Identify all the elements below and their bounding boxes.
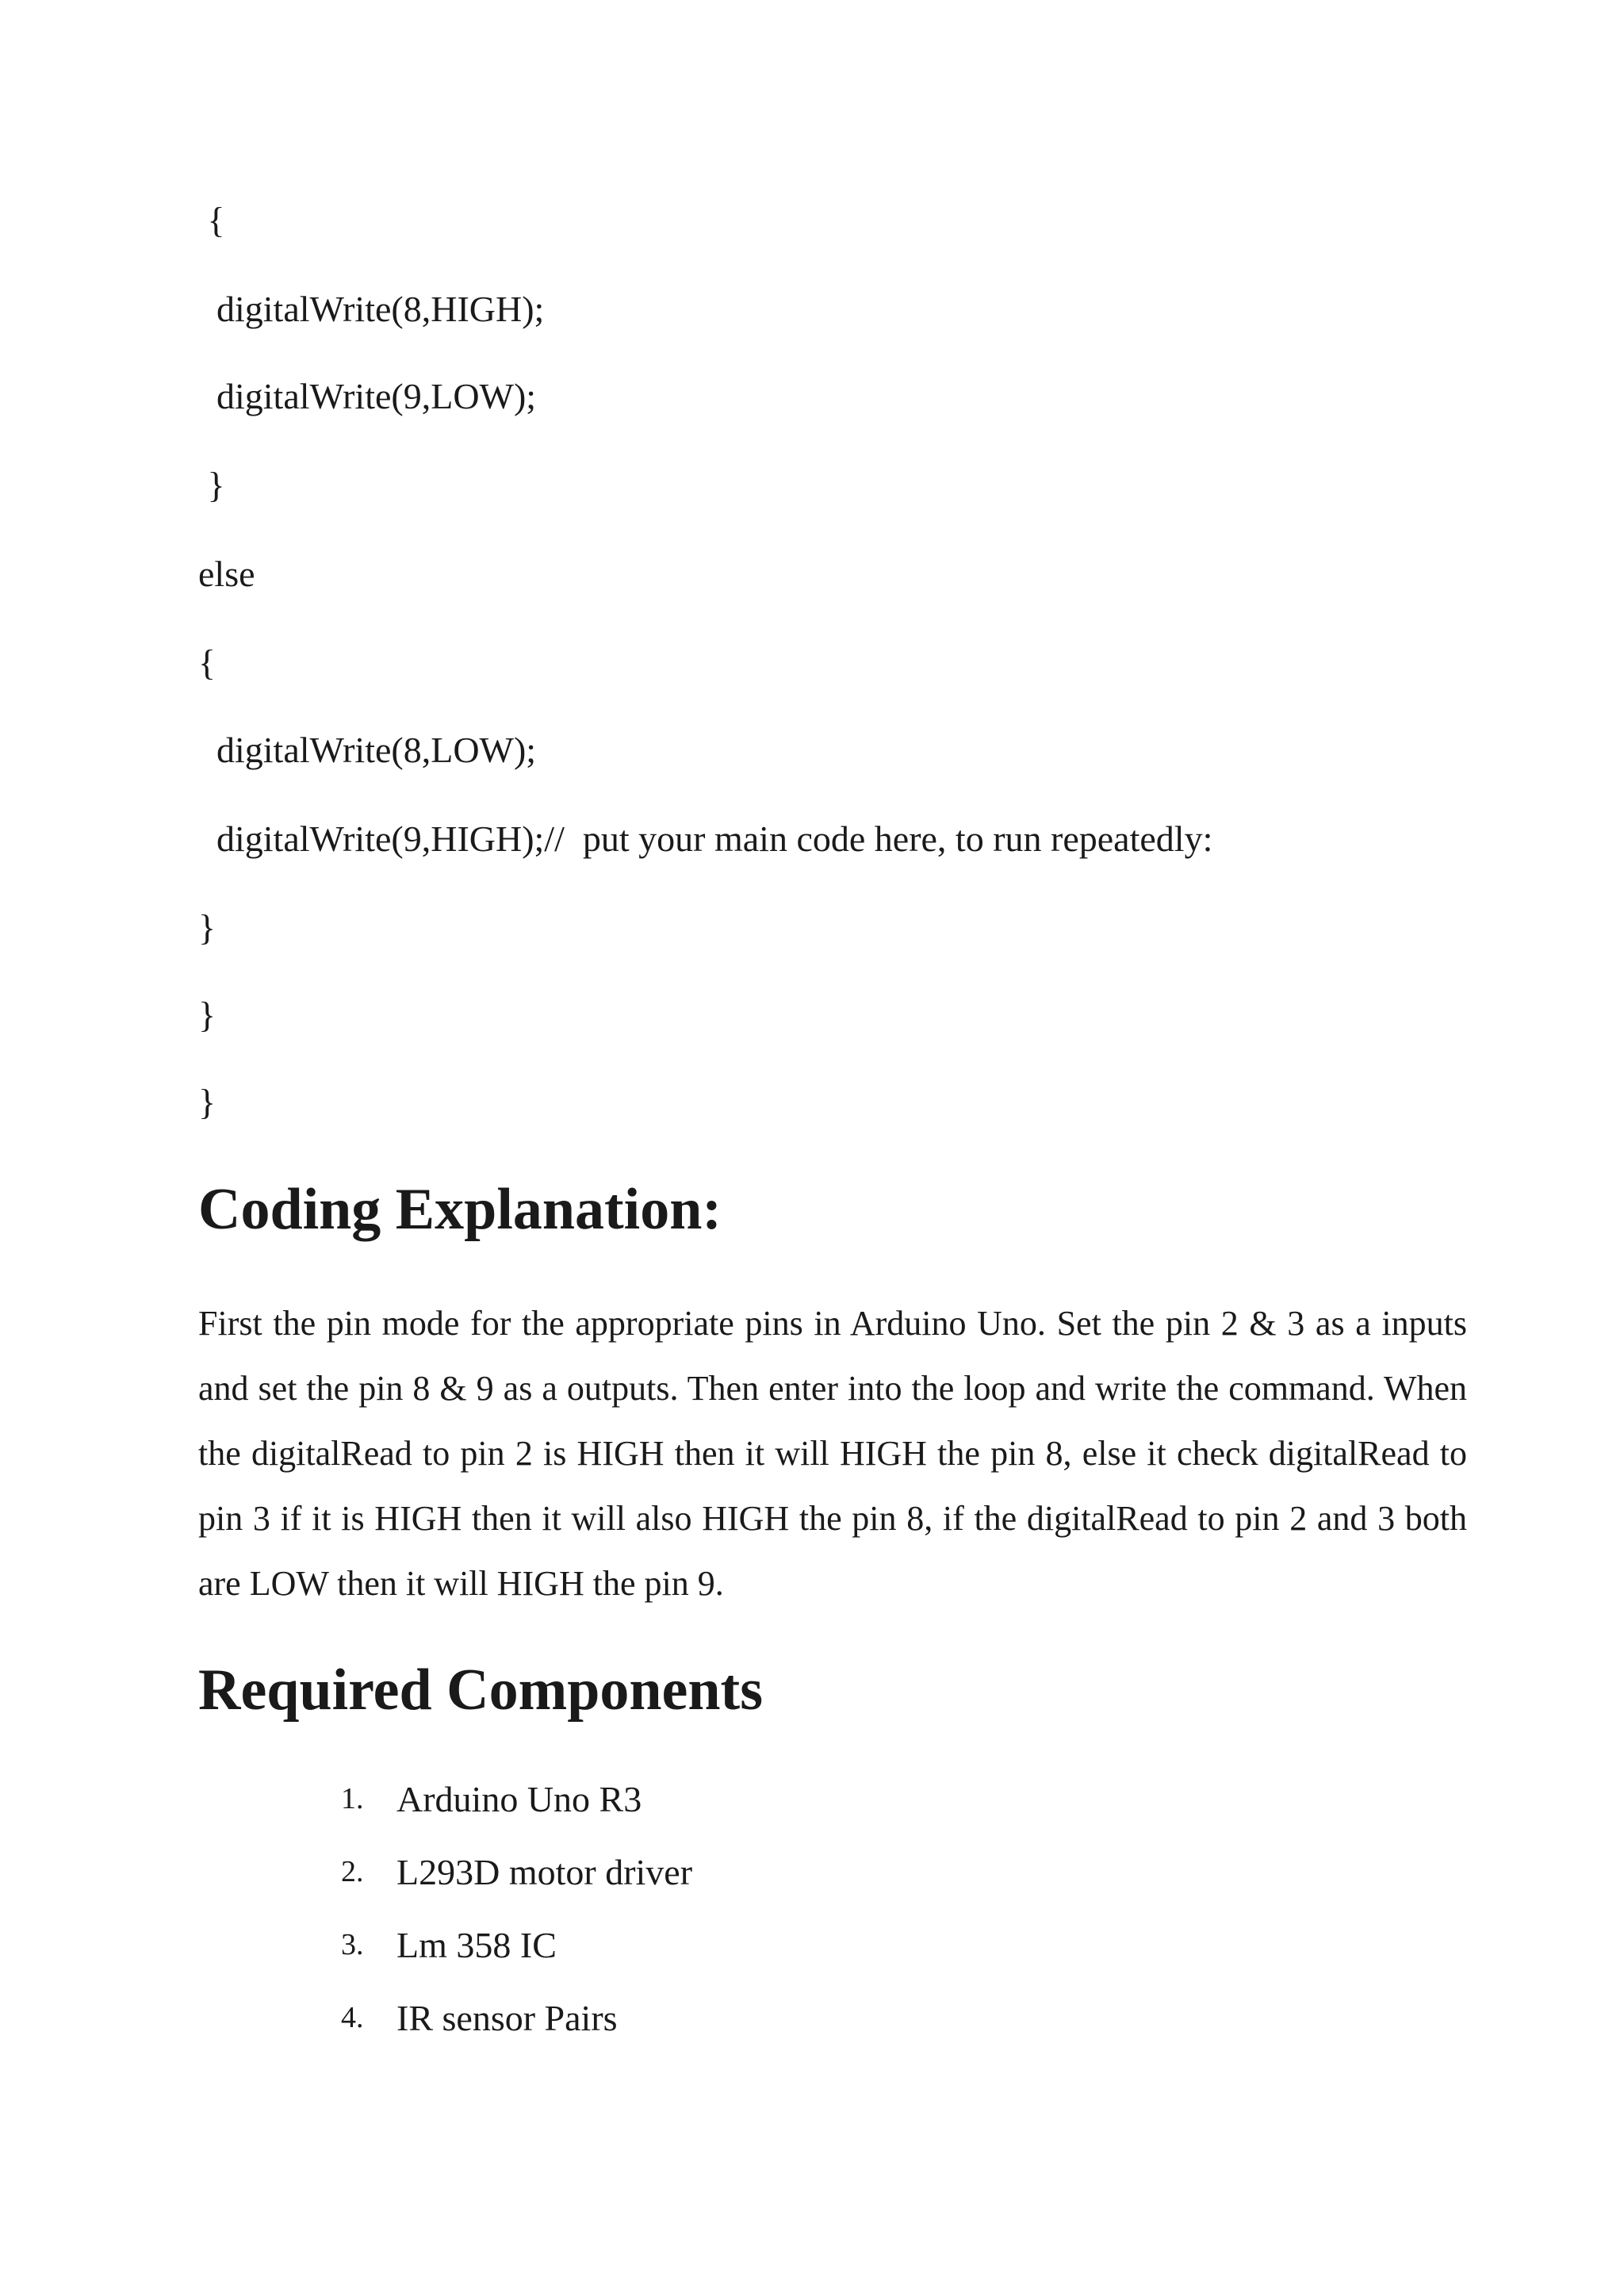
list-item-number: 3. — [341, 1928, 364, 1961]
code-line: { — [198, 642, 216, 683]
code-line: digitalWrite(9,LOW); — [198, 376, 537, 416]
list-item-label: IR sensor Pairs — [396, 1997, 618, 2038]
code-line: digitalWrite(9,HIGH);// put your main code here, to run repeatedly: — [198, 818, 1213, 859]
list-item — [341, 1835, 692, 1908]
list-item-number: 2. — [341, 1855, 364, 1888]
code-line: } — [198, 1082, 216, 1122]
code-line: } — [198, 995, 216, 1035]
code-line: } — [198, 465, 225, 505]
list-item-label: Lm 358 IC — [396, 1924, 557, 1965]
list-item-label: L293D motor driver — [396, 1851, 693, 1892]
list-item — [341, 1981, 692, 2054]
coding-explanation-heading: Coding Explanation: — [198, 1177, 722, 1242]
code-line: else — [198, 554, 255, 594]
components-list — [341, 1762, 692, 2054]
list-item — [341, 1908, 692, 1981]
list-item-number: 1. — [341, 1782, 364, 1815]
list-item-number: 4. — [341, 2001, 364, 2034]
code-line: } — [198, 907, 216, 948]
list-item — [341, 1762, 692, 1835]
code-line: { — [198, 200, 225, 240]
coding-explanation-paragraph: First the pin mode for the appropriate pins in Arduino Uno. Set the pin 2 & 3 as a inputs and set the pin 8 & 9 as a outputs. Then enter into the loop and write the command. When the digitalRead to pin 2 is HIGH then it will HIGH the pin 8, else it check digitalRead to pin 3 if it is HIGH then it will also HIGH the pin 8, if the digitalRead to pin 2 and 3 both are LOW then it will HIGH the pin 9. — [198, 1304, 1467, 1603]
list-item-label: Arduino Uno R3 — [396, 1778, 642, 1819]
code-line: digitalWrite(8,HIGH); — [198, 289, 545, 329]
required-components-heading: Required Components — [198, 1658, 763, 1723]
code-line: digitalWrite(8,LOW); — [198, 730, 537, 770]
